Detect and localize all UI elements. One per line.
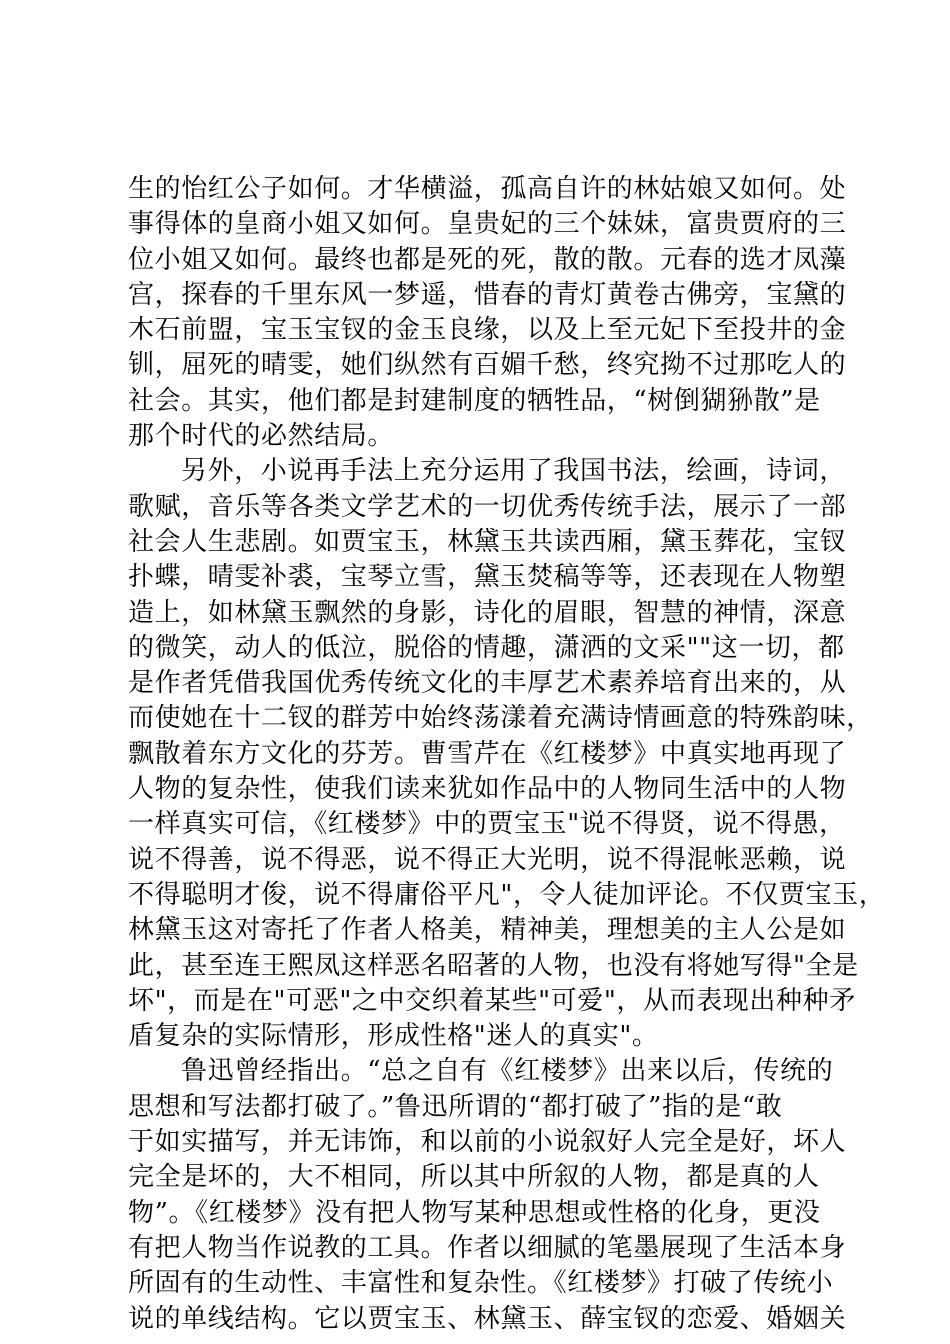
text-line: 人物的复杂性，使我们读来犹如作品中的人物同生活中的人物 <box>128 774 847 805</box>
text-line: 一样真实可信，《红楼梦》中的贾宝玉"说不得贤，说不得愚， <box>128 809 846 840</box>
text-line: 位小姐又如何。最终也都是死的死，散的散。元春的选才凤藻 <box>128 244 847 275</box>
text-line: 木石前盟，宝玉宝钗的金玉良缘，以及上至元妃下至投井的金 <box>128 315 847 346</box>
text-line: 另外，小说再手法上充分运用了我国书法，绘画，诗词， <box>181 456 847 487</box>
text-line: 坏"，而是在"可恶"之中交织着某些"可爱"，从而表现出种种矛 <box>128 985 856 1016</box>
paragraph-3 <box>128 1054 847 1336</box>
text-line: 盾复杂的实际情形，形成性格"迷人的真实"。 <box>128 1021 659 1052</box>
text-line: 生的怡红公子如何。才华横溢，孤高自许的林姑娘又如何。处 <box>128 174 847 204</box>
text-line: 社会人生悲剧。如贾宝玉，林黛玉共读西厢，黛玉葬花，宝钗 <box>128 526 847 557</box>
text-line: 说不得善，说不得恶，说不得正大光明，说不得混帐恶赖，说 <box>128 844 847 875</box>
text-line: 所固有的生动性、丰富性和复杂性。《红楼梦》打破了传统小 <box>128 1268 834 1299</box>
text-line: 林黛玉这对寄托了作者人格美，精神美，理想美的主人公是如 <box>128 915 847 946</box>
text-line: 的微笑，动人的低泣，脱俗的情趣，潇洒的文采""这一切，都 <box>128 632 845 663</box>
text-line: 扑蝶，晴雯补裘，宝琴立雪，黛玉焚稿等等，还表现在人物塑 <box>128 562 847 593</box>
text-line: 此，甚至连王熙凤这样恶名昭著的人物，也没有将她写得"全是 <box>128 950 859 981</box>
text-line: 社会。其实，他们都是封建制度的牺牲品，“树倒猢狲散”是 <box>128 385 821 416</box>
body-text <box>128 172 886 1337</box>
text-line: 那个时代的必然结局。 <box>128 421 395 452</box>
text-line: 有把人物当作说教的工具。作者以细腻的笔墨展现了生活本身 <box>128 1232 847 1263</box>
paragraph-1 <box>128 172 847 454</box>
text-line: 鲁迅曾经指出。“总之自有《红楼梦》出来以后，传统的 <box>181 1056 834 1087</box>
paragraph-2 <box>128 454 886 1054</box>
text-line: 飘散着东方文化的芬芳。曹雪芹在《红楼梦》中真实地再现了 <box>128 738 847 769</box>
text-line: 于如实描写，并无讳饰，和以前的小说叙好人完全是好，坏人 <box>128 1127 847 1158</box>
text-line: 思想和写法都打破了。”鲁迅所谓的“都打破了”指的是“敢 <box>128 1091 783 1122</box>
text-line: 物”。《红楼梦》没有把人物写某种思想或性格的化身，更没 <box>128 1197 821 1228</box>
text-line: 钏，屈死的晴雯，她们纵然有百媚千愁，终究拗不过那吃人的 <box>128 350 847 381</box>
text-line: 造上，如林黛玉飘然的身影，诗化的眉眼，智慧的神情，深意 <box>128 597 847 628</box>
text-line: 而使她在十二钗的群芳中始终荡漾着充满诗情画意的特殊韵味， <box>128 703 873 734</box>
text-line: 歌赋，音乐等各类文学艺术的一切优秀传统手法，展示了一部 <box>128 491 847 522</box>
text-line: 宫，探春的千里东风一梦遥，惜春的青灯黄卷古佛旁，宝黛的 <box>128 279 847 310</box>
text-line: 是作者凭借我国优秀传统文化的丰厚艺术素养培育出来的，从 <box>128 668 847 699</box>
text-line: 完全是坏的，大不相同，所以其中所叙的人物，都是真的人 <box>128 1162 820 1193</box>
text-line: 说的单线结构。它以贾宝玉、林黛玉、薛宝钗的恋爱、婚姻关 <box>128 1303 847 1334</box>
text-line: 不得聪明才俊，说不得庸俗平凡"，令人徒加评论。不仅贾宝玉， <box>128 879 886 910</box>
text-line: 事得体的皇商小姐又如何。皇贵妃的三个妹妹，富贵贾府的三 <box>128 209 847 240</box>
